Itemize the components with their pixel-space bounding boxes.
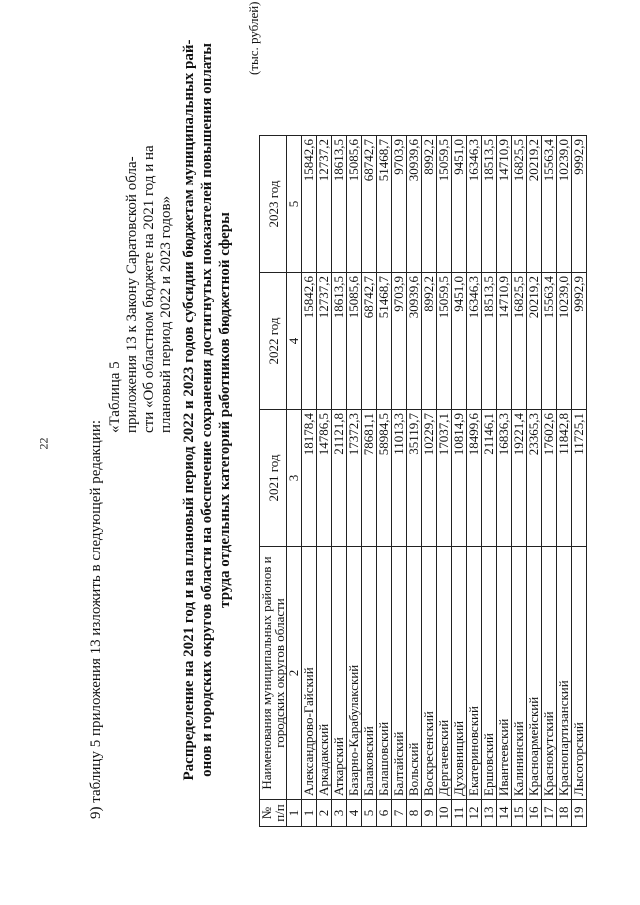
caption-line: сти «Об областном бюджете на 2021 год и на xyxy=(141,145,157,433)
table-row xyxy=(377,136,392,827)
table-row xyxy=(467,136,482,827)
value-2023: 9992,9 xyxy=(572,136,587,273)
column-index: 1 xyxy=(287,800,302,827)
value-2022: 68742,7 xyxy=(362,273,377,410)
table-row xyxy=(527,136,542,827)
value-2023: 10239,0 xyxy=(557,136,572,273)
intro-text: 9) таблицу 5 приложения 13 изложить в следующей редакции: xyxy=(88,419,104,819)
district-name: Балаковский xyxy=(362,547,377,800)
row-number: 7 xyxy=(392,800,407,827)
table-row xyxy=(572,136,587,827)
row-number: 16 xyxy=(527,800,542,827)
value-2022: 16346,3 xyxy=(467,273,482,410)
table-row xyxy=(437,136,452,827)
document-title xyxy=(180,0,234,825)
header-num: № п/п xyxy=(260,800,287,827)
row-number: 18 xyxy=(557,800,572,827)
value-2022: 15059,5 xyxy=(437,273,452,410)
value-2021: 18178,4 xyxy=(302,410,317,547)
row-number: 8 xyxy=(407,800,422,827)
value-2023: 15842,6 xyxy=(302,136,317,273)
row-number: 12 xyxy=(467,800,482,827)
title-line: труда отдельных категорий работников бюджетной сферы xyxy=(217,212,233,608)
table-row xyxy=(557,136,572,827)
value-2021: 35119,7 xyxy=(407,410,422,547)
district-name: Калининский xyxy=(512,547,527,800)
district-name: Воскресенский xyxy=(422,547,437,800)
value-2023: 51468,7 xyxy=(377,136,392,273)
table-row xyxy=(422,136,437,827)
value-2021: 21146,1 xyxy=(482,410,497,547)
row-number: 10 xyxy=(437,800,452,827)
value-2022: 9992,9 xyxy=(572,273,587,410)
caption-line: «Таблица 5 xyxy=(107,361,123,433)
value-2022: 15085,6 xyxy=(347,273,362,410)
value-2022: 14710,9 xyxy=(497,273,512,410)
district-name: Лысогорский xyxy=(572,547,587,800)
district-name: Балашовский xyxy=(377,547,392,800)
header-2023: 2023 год xyxy=(260,136,287,273)
column-index: 4 xyxy=(287,273,302,410)
value-2021: 10814,9 xyxy=(452,410,467,547)
value-2022: 18513,5 xyxy=(482,273,497,410)
value-2023: 20219,2 xyxy=(527,136,542,273)
table-header-row xyxy=(260,136,287,827)
value-2021: 11725,1 xyxy=(572,410,587,547)
value-2021: 11013,3 xyxy=(392,410,407,547)
value-2021: 17037,1 xyxy=(437,410,452,547)
value-2022: 8992,2 xyxy=(422,273,437,410)
value-2023: 9451,0 xyxy=(452,136,467,273)
table-row xyxy=(392,136,407,827)
row-number: 11 xyxy=(452,800,467,827)
district-name: Краснокутский xyxy=(542,547,557,800)
table-row xyxy=(302,136,317,827)
header-2022: 2022 год xyxy=(260,273,287,410)
column-index: 2 xyxy=(287,547,302,800)
district-name: Екатериновский xyxy=(467,547,482,800)
value-2022: 9703,9 xyxy=(392,273,407,410)
table-row xyxy=(497,136,512,827)
value-2023: 12737,2 xyxy=(317,136,332,273)
value-2022: 10239,0 xyxy=(557,273,572,410)
district-name: Дергачевский xyxy=(437,547,452,800)
value-2021: 78681,1 xyxy=(362,410,377,547)
table-row xyxy=(362,136,377,827)
value-2021: 16836,3 xyxy=(497,410,512,547)
row-number: 5 xyxy=(362,800,377,827)
table-row xyxy=(332,136,347,827)
table-caption xyxy=(107,63,175,433)
value-2023: 8992,2 xyxy=(422,136,437,273)
column-index: 5 xyxy=(287,136,302,273)
district-name: Духовницкий xyxy=(452,547,467,800)
value-2021: 14786,5 xyxy=(317,410,332,547)
row-number: 6 xyxy=(377,800,392,827)
value-2021: 58984,5 xyxy=(377,410,392,547)
title-line: Распределение на 2021 год и на плановый период 2022 и 2023 годов субсидии бюджетам муниципальных рай- xyxy=(181,39,197,781)
value-2023: 18513,5 xyxy=(482,136,497,273)
value-2021: 17602,6 xyxy=(542,410,557,547)
row-number: 15 xyxy=(512,800,527,827)
units-label: (тыс. рублей) xyxy=(246,1,261,75)
district-name: Балтайский xyxy=(392,547,407,800)
table-row xyxy=(482,136,497,827)
page-number: 22 xyxy=(36,437,51,450)
row-number: 3 xyxy=(332,800,347,827)
value-2023: 16825,5 xyxy=(512,136,527,273)
row-number: 19 xyxy=(572,800,587,827)
value-2023: 15085,6 xyxy=(347,136,362,273)
row-number: 4 xyxy=(347,800,362,827)
table-row xyxy=(542,136,557,827)
table-row xyxy=(512,136,527,827)
subsidy-table xyxy=(259,135,587,827)
value-2021: 11842,8 xyxy=(557,410,572,547)
column-index-row xyxy=(287,136,302,827)
header-name: Наименования муниципальных районов и городских округов области xyxy=(260,547,287,800)
value-2023: 15563,4 xyxy=(542,136,557,273)
row-number: 17 xyxy=(542,800,557,827)
value-2022: 12737,2 xyxy=(317,273,332,410)
district-name: Краснопартизанский xyxy=(557,547,572,800)
value-2023: 15059,5 xyxy=(437,136,452,273)
value-2022: 51468,7 xyxy=(377,273,392,410)
row-number: 13 xyxy=(482,800,497,827)
value-2021: 19221,4 xyxy=(512,410,527,547)
district-name: Александрово-Гайский xyxy=(302,547,317,800)
caption-line: плановый период 2022 и 2023 годов» xyxy=(158,195,174,433)
value-2023: 14710,9 xyxy=(497,136,512,273)
value-2021: 21121,8 xyxy=(332,410,347,547)
value-2021: 23365,3 xyxy=(527,410,542,547)
value-2022: 15842,6 xyxy=(302,273,317,410)
table-row xyxy=(347,136,362,827)
district-name: Вольский xyxy=(407,547,422,800)
table-row xyxy=(452,136,467,827)
value-2023: 16346,3 xyxy=(467,136,482,273)
district-name: Аткарский xyxy=(332,547,347,800)
value-2022: 20219,2 xyxy=(527,273,542,410)
district-name: Ершовский xyxy=(482,547,497,800)
row-number: 2 xyxy=(317,800,332,827)
value-2021: 17372,3 xyxy=(347,410,362,547)
value-2023: 30939,6 xyxy=(407,136,422,273)
header-2021: 2021 год xyxy=(260,410,287,547)
value-2021: 10229,7 xyxy=(422,410,437,547)
value-2022: 16825,5 xyxy=(512,273,527,410)
value-2023: 9703,9 xyxy=(392,136,407,273)
table-row xyxy=(317,136,332,827)
value-2022: 18613,5 xyxy=(332,273,347,410)
value-2023: 68742,7 xyxy=(362,136,377,273)
value-2023: 18613,5 xyxy=(332,136,347,273)
caption-line: приложения 13 к Закону Саратовской обла- xyxy=(124,156,140,433)
title-line: онов и городских округов области на обеспечение сохранения достигнутых показателей повышения оплаты xyxy=(199,43,215,777)
district-name: Красноармейский xyxy=(527,547,542,800)
district-name: Ивантеевский xyxy=(497,547,512,800)
value-2021: 18499,6 xyxy=(467,410,482,547)
row-number: 14 xyxy=(497,800,512,827)
district-name: Базарно-Карабулакский xyxy=(347,547,362,800)
value-2022: 15563,4 xyxy=(542,273,557,410)
value-2022: 30939,6 xyxy=(407,273,422,410)
column-index: 3 xyxy=(287,410,302,547)
row-number: 9 xyxy=(422,800,437,827)
row-number: 1 xyxy=(302,800,317,827)
district-name: Аркадакский xyxy=(317,547,332,800)
value-2022: 9451,0 xyxy=(452,273,467,410)
table-row xyxy=(407,136,422,827)
